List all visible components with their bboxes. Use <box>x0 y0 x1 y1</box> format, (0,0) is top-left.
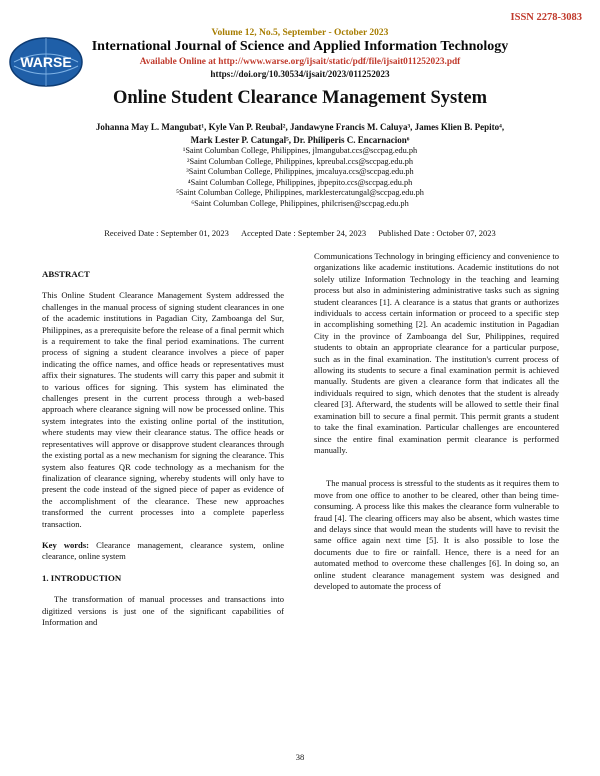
doi-link[interactable]: https://doi.org/10.30534/ijsait/2023/011252023 <box>210 69 390 79</box>
authors-line-2: Mark Lester P. Catungal⁵, Dr. Philiperis C. Encarnacion⁶ <box>190 135 410 145</box>
intro-paragraph-2: Communications Technology in bringing efficiency and convenience to organizations like academic institutions. Academic institutions do not solely utilize Information Technology in the teaching and learning process but also in administering administrative tasks such as signing student clearances [1]. A clearance is a status that grants or authorizes individuals to access certain information or proceed to a specific step in accomplishing something [2]. An academic institution in Pagadian City in the province of Zamboanga del Sur, Philippines, required students to obtain an appropriate clearance for a particular purpose, such as in the final examination. The institution's current process of allowing its students to secure a final examination permit is achieved manually. Students are given a clearance form that indicates all the individuals required to sign, which denotes that the student is already cleared [3]. Afterward, the students will be allowed to settle their final examination bill to secure a final permit. This permit grants a student to take the final examination. Particular challenges are encountered since the entire final examination permit clearance is performed manually. <box>314 251 559 455</box>
received-date: Received Date : September 01, 2023 <box>104 228 229 238</box>
introduction-heading: 1. INTRODUCTION <box>42 572 122 583</box>
affiliation-3: ³Saint Columban College, Philippines, jmcaluya.ccs@sccpag.edu.ph <box>186 167 414 177</box>
issn-label: ISSN 2278-3083 <box>510 12 582 23</box>
available-online-link[interactable]: Available Online at http://www.warse.org/ijsait/static/pdf/file/ijsait011252023.pdf <box>139 57 461 67</box>
authors-line-1: Johanna May L. Mangubat¹, Kyle Van P. Reubal², Jandawyne Francis M. Caluya³, James Klien B. Pepito⁴, <box>95 122 505 132</box>
keywords-label: Key words: <box>42 539 89 550</box>
accepted-date: Accepted Date : September 24, 2023 <box>240 228 367 238</box>
left-column <box>42 269 284 628</box>
page-number: 38 <box>295 752 305 762</box>
affiliation-2: ²Saint Columban College, Philippines, kpreubal.ccs@sccpag.edu.ph <box>186 156 414 166</box>
keywords <box>42 540 284 563</box>
affiliation-4: ⁴Saint Columban College, Philippines, jbpepito.ccs@sccpag.edu.ph <box>187 177 413 187</box>
right-column <box>314 251 559 592</box>
affiliation-5: ⁵Saint Columban College, Philippines, marklestercatungal@sccpag.edu.ph <box>176 188 424 198</box>
abstract-heading: ABSTRACT <box>42 269 90 279</box>
volume-line: Volume 12, No.5, September - October 2023 <box>211 28 389 38</box>
authors <box>40 121 560 147</box>
dates-line <box>0 228 600 238</box>
paper-title: Online Student Clearance Management System <box>112 88 488 108</box>
logo-text: WARSE <box>20 54 72 70</box>
published-date: Published Date : October 07, 2023 <box>378 228 496 238</box>
journal-name: International Journal of Science and Applied Information Technology <box>91 39 509 54</box>
intro-paragraph-1: The transformation of manual processes and transactions into digitized versions is just one of the significant capabilities of Information and <box>42 594 284 627</box>
keywords-text: Clearance management, clearance system, online clearance, online system <box>42 539 284 562</box>
affiliation-6: ⁶Saint Columban College, Philippines, philcrisen@sccpag.edu.ph <box>191 198 409 208</box>
affiliation-1: ¹Saint Columban College, Philippines, jlmangubat.ccs@sccpag.edu.ph <box>182 146 418 155</box>
affiliations <box>80 146 520 210</box>
abstract-text: This Online Student Clearance Management System addressed the challenges in the manual process of signing student clearances in one of the academic institutions in Pagadian City, Zamboanga del Sur, Philippines, as a prerequisite before the release of a final permit which is a requirement to take the final period examinations. The current process of signing a student clearance involves a piece of paper indicating the office names, and office heads or representatives must affix their signatures. The students will carry this paper and submit it to various offices for signing. This system has eliminated the challenges present in the current process through a web-based approach where clearance signing will now be processed online. This system integrates into the existing online portal of the institution, where students may view their clearance status. The office heads or representatives will approve or disapprove student clearances through the existing portal as a new mechanism for signing the clearance. This system also features QR code technology as a mechanism for the finalization of clearance signing, whereby students will only have to present the code instead of the signed piece of paper as evidence of the accomplishment of the clearance. These new approaches transformed the current processes into a complete paperless transaction. <box>42 290 284 529</box>
intro-paragraph-3: The manual process is stressful to the students as it requires them to move from one office to another to be cleared, other than being time-consuming. A process like this makes the clearance form vulnerable to fraud [4]. The clearing officers may also be absent, which wastes time and delays since that would mean the students will have to revisit the same office again next time [5]. It is also possible to lose the documents due to fire or rainfall. Hence, there is a need for an automated method to overcome these challenges [6]. In doing so, an online student clearance management system was designed and developed to automate the process of <box>314 478 559 591</box>
